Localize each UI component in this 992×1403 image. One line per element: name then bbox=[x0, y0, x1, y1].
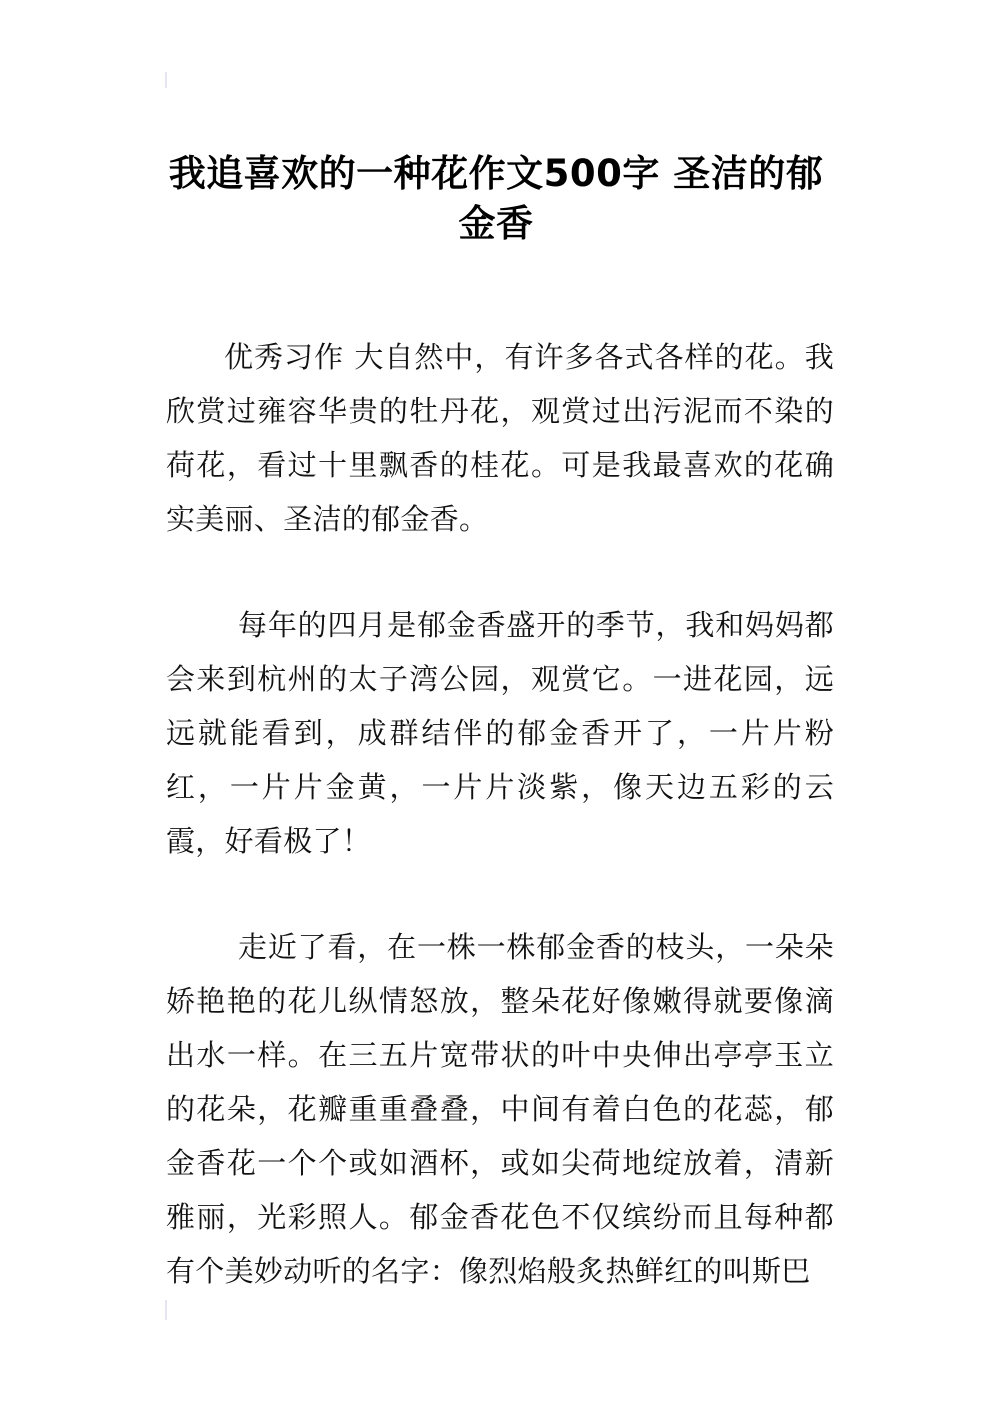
paragraph-close-look: 走近了看，在一株一株郁金香的枝头，一朵朵娇艳艳的花儿纵情怒放，整朵花好像嫩得就要像滴出水一样。在三五片宽带状的叶中央伸出亭亭玉立的花朵，花瓣重重叠叠，中间有着白色的花蕊，郁金香花一个个或如酒杯，或如尖荷地绽放着，清新雅丽，光彩照人。郁金香花色不仅缤纷而且每种都有个美妙动听的名字：像烈焰般炙热鲜红的叫斯巴 bbox=[166, 930, 834, 1288]
margin-mark-bottom bbox=[165, 1300, 167, 1320]
paragraph-intro: 优秀习作 大自然中，有许多各式各样的花。我欣赏过雍容华贵的牡丹花，观赏过出污泥而不染的荷花，看过十里飘香的桂花。可是我最喜欢的花确实美丽、圣洁的郁金香。 bbox=[166, 340, 834, 536]
document-title: 我追喜欢的一种花作文500字 圣洁的郁金香 bbox=[168, 151, 824, 245]
margin-mark-top bbox=[165, 72, 167, 88]
document-body bbox=[166, 330, 834, 1298]
paragraph-april-visit: 每年的四月是郁金香盛开的季节，我和妈妈都会来到杭州的太子湾公园，观赏它。一进花园，远远就能看到，成群结伴的郁金香开了，一片片粉红，一片片金黄，一片片淡紫，像天边五彩的云霞，好看极了！ bbox=[166, 608, 834, 858]
